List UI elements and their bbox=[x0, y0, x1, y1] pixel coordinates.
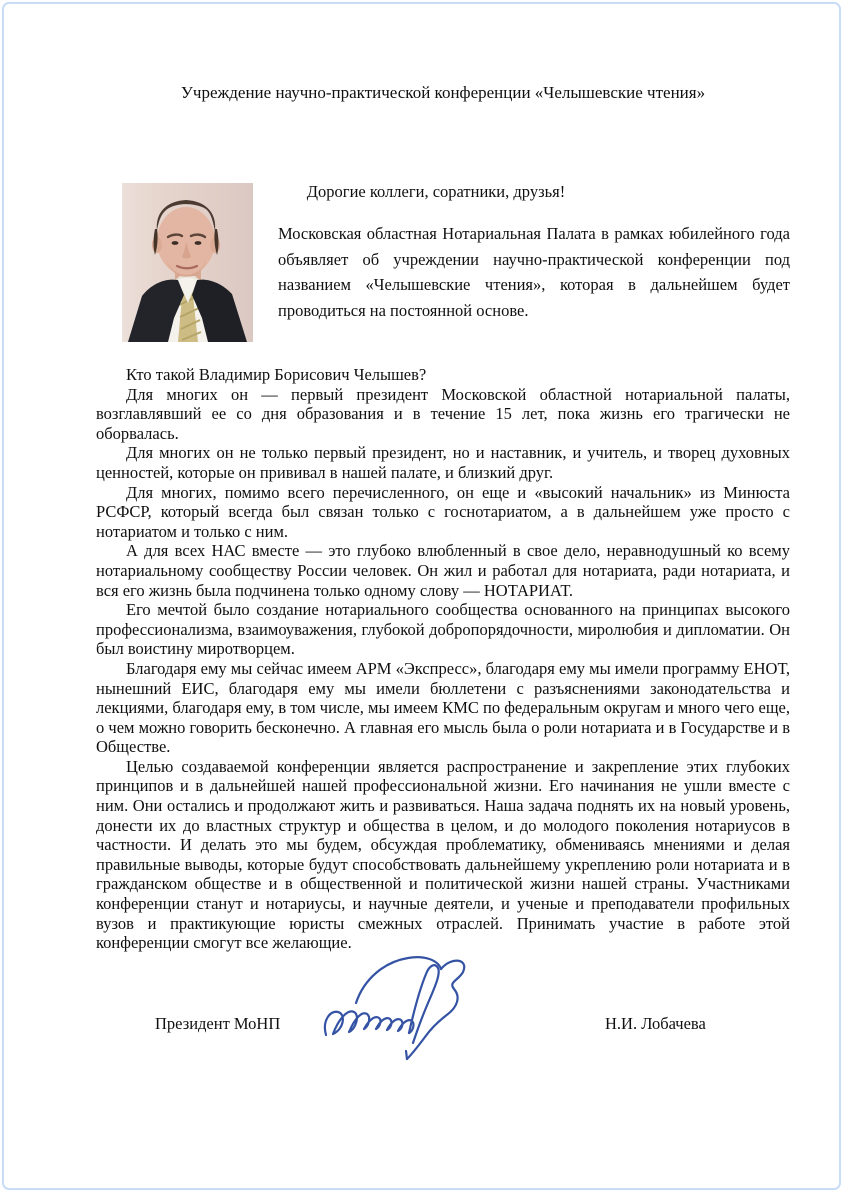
body-paragraph: Кто такой Владимир Борисович Челышев? bbox=[126, 365, 427, 384]
portrait-photo bbox=[122, 183, 253, 342]
body-paragraph: А для всех НАС вместе — это глубоко влюбленный в свое дело, неравнодушный ко всему нотариальному сообществу России человек. Он жил и работал для нотариата, ради нотариата, и вся его жизнь была подчинена только одному слову — НОТАРИАТ. bbox=[96, 541, 790, 600]
body-paragraph: Благодаря ему мы сейчас имеем АРМ «Экспресс», благодаря ему мы имели программу ЕНОТ, нынешний ЕИС, благодаря ему мы имели бюллетени с разъяснениями законодательства и лекциями, благодаря ему, в том числе, мы имеем КМС по федеральным округам и много чего еще, о чем можно говорить бесконечно. А главная его мысль была о роли нотариата и в Государстве и в Обществе. bbox=[96, 658, 790, 757]
intro-paragraph: Московская областная Нотариальная Палата в рамках юбилейного года объявляет об учреждении научно-практической конференции под названием «Челышевские чтения», которая в дальнейшем будет проводиться на постоянной основе. bbox=[278, 224, 790, 320]
letter-body bbox=[96, 365, 790, 953]
greeting-line: Дорогие коллеги, соратники, друзья! bbox=[306, 182, 566, 201]
body-paragraph: Его мечтой было создание нотариального сообщества основанного на принципах высокого профессионализма, взаимоуважения, глубокой добропорядочности, миролюбия и дипломатии. Он был воистину миротворцем. bbox=[96, 600, 790, 659]
body-paragraph: Целью создаваемой конференции является распространение и закрепление этих глубоких принципов и в дальнейшей нашей профессиональной жизни. Его начинания не ушли вместе с ним. Они остались и продолжают жить и развиваться. Наша задача поднять их на новый уровень, донести их до властных структур и общества в целом, и до молодого поколения нотариусов в частности. И делать это мы будем, обсуждая проблематику, обмениваясь мнениями и делая правильные выводы, которые будут способствовать дальнейшему укреплению роли нотариата и в гражданском обществе и в общественной и политической жизни нашей страны. Участниками конференции станут и нотариусы, и научные деятели, и ученые и преподаватели профильных вузов и практикующие юристы смежных отраслей. Принимать участие в работе этой конференции смогут все желающие. bbox=[96, 756, 790, 953]
signature-image bbox=[320, 953, 480, 1063]
body-paragraph: Для многих он — первый президент Московской областной нотариальной палаты, возглавлявший ее со дня образования и в течение 15 лет, пока жизнь его трагически не оборвалась. bbox=[96, 384, 790, 443]
body-paragraph: Для многих он не только первый президент, но и наставник, и учитель, и творец духовных ценностей, которые он прививал в нашей палате, и близкий друг. bbox=[96, 443, 790, 482]
document-title: Учреждение научно-практической конференции «Челышевские чтения» bbox=[180, 83, 706, 102]
signer-name: Н.И. Лобачева bbox=[605, 1014, 706, 1033]
body-paragraph: Для многих, помимо всего перечисленного, он еще и «высокий начальник» из Минюста РСФСР, который всегда был связан только с госнотариатом, а в дальнейшем уже просто с нотариатом и только с ним. bbox=[96, 482, 790, 541]
signer-position-label: Президент МоНП bbox=[155, 1014, 281, 1033]
